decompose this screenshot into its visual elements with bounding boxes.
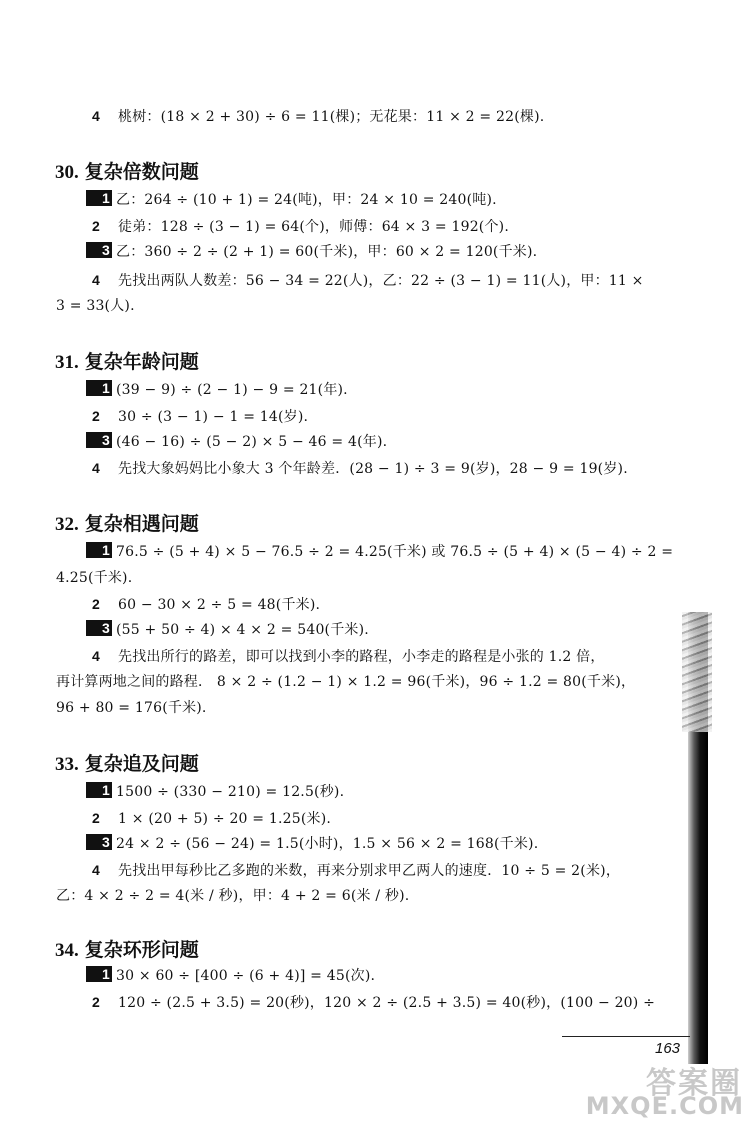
answer-line (86, 620, 369, 640)
section-title: 复杂相遇问题 (84, 513, 199, 535)
answer-text: 先找大象妈妈比小象大 3 个年龄差．(28 − 1) ÷ 3 = 9(岁)，28 − 9 = 19(岁). (118, 461, 628, 477)
section-number: 32. (55, 514, 79, 535)
section-title: 复杂倍数问题 (84, 161, 199, 183)
answer-number: 2 (92, 408, 100, 424)
answer-line (86, 242, 537, 262)
boxed-answer-number: 1 (86, 966, 112, 982)
watermark-logo-text: 答案圈 (646, 1066, 742, 1101)
answer-line (86, 190, 497, 210)
answer-text: 30 × 60 ÷ [400 ÷ (6 + 4)] = 45(次). (116, 968, 376, 984)
answer-line (92, 458, 628, 479)
answer-line (92, 216, 509, 237)
page-number: 163 (655, 1040, 681, 1057)
answer-number: 4 (92, 648, 100, 664)
section-title: 复杂年龄问题 (84, 351, 199, 373)
answer-text: (39 − 9) ÷ (2 − 1) − 9 = 21(年). (116, 382, 348, 398)
answer-text: 60 − 30 × 2 ÷ 5 = 48(千米). (118, 597, 321, 613)
section-heading (55, 752, 199, 777)
section-number: 34. (55, 940, 79, 961)
answer-text: 再计算两地之间的路程． 8 × 2 ÷ (1.2 − 1) × 1.2 = 96(千米)，96 ÷ 1.2 = 80(千米)， (56, 674, 636, 690)
answer-line (86, 380, 348, 400)
answer-number: 2 (92, 218, 100, 234)
answer-continuation (56, 698, 207, 718)
boxed-answer-number: 1 (86, 542, 112, 558)
answer-text: 30 ÷ (3 − 1) − 1 = 14(岁). (118, 409, 309, 425)
answer-text: 24 × 2 ÷ (56 − 24) = 1.5(小时)，1.5 × 56 × 2 = 168(千米). (116, 836, 539, 852)
answer-line (92, 594, 320, 615)
section-number: 33. (55, 754, 79, 775)
footer-rule (562, 1036, 690, 1037)
answer-text: 1 × (20 + 5) ÷ 20 = 1.25(米). (118, 811, 332, 827)
boxed-answer-number: 1 (86, 190, 112, 206)
section-heading (55, 512, 199, 537)
answer-text: 先找出甲每秒比乙多跑的米数，再来分别求甲乙两人的速度．10 ÷ 5 = 2(米)， (118, 863, 621, 879)
answer-text: 乙：4 × 2 ÷ 2 = 4(米 / 秒)，甲：4 + 2 = 6(米 / 秒). (56, 888, 410, 904)
section-heading (55, 160, 199, 185)
answer-text: 徒弟：128 ÷ (3 − 1) = 64(个)，师傅：64 × 3 = 192(个). (118, 219, 509, 235)
answer-text: 乙：264 ÷ (10 + 1) = 24(吨)，甲：24 × 10 = 240(吨). (116, 192, 497, 208)
section-heading (55, 938, 199, 963)
answer-line (92, 808, 331, 829)
answer-number: 2 (92, 596, 100, 612)
answer-number: 2 (92, 994, 100, 1010)
boxed-answer-number: 1 (86, 380, 112, 396)
answer-text: 76.5 ÷ (5 + 4) × 5 − 76.5 ÷ 2 = 4.25(千米) 或 76.5 ÷ (5 + 4) × (5 − 4) ÷ 2 = (116, 544, 674, 560)
answer-line (92, 270, 644, 291)
section-title: 复杂追及问题 (84, 753, 199, 775)
answer-text: 3 = 33(人). (56, 298, 135, 314)
answer-text: 4.25(千米). (56, 570, 133, 586)
answer-number: 4 (92, 272, 100, 288)
answer-line (92, 992, 655, 1013)
answer-line (92, 106, 544, 127)
section-number: 31. (55, 352, 79, 373)
answer-text: 桃树：(18 × 2 + 30) ÷ 6 = 11(棵)；无花果：11 × 2 = 22(棵). (118, 109, 545, 125)
answer-line (86, 542, 673, 562)
page-edge-texture (682, 612, 712, 732)
answer-text: 先找出所行的路差，即可以找到小李的路程，小李走的路程是小张的 1.2 倍， (118, 649, 605, 665)
answer-number: 2 (92, 810, 100, 826)
boxed-answer-number: 3 (86, 242, 112, 258)
answer-continuation (56, 886, 409, 906)
answer-text: (46 − 16) ÷ (5 − 2) × 5 − 46 = 4(年). (116, 434, 388, 450)
answer-continuation (56, 568, 132, 588)
answer-continuation (56, 296, 135, 316)
boxed-answer-number: 3 (86, 620, 112, 636)
answer-line (92, 860, 620, 881)
answer-line (86, 966, 375, 986)
answer-line (92, 646, 605, 667)
answer-text: (55 + 50 ÷ 4) × 4 × 2 = 540(千米). (116, 622, 369, 638)
boxed-answer-number: 1 (86, 782, 112, 798)
section-number: 30. (55, 162, 79, 183)
answer-text: 先找出两队人数差：56 − 34 = 22(人)，乙：22 ÷ (3 − 1) = 11(人)，甲：11 × (118, 273, 644, 289)
watermark (585, 1058, 750, 1120)
answer-number: 4 (92, 460, 100, 476)
answer-text: 120 ÷ (2.5 + 3.5) = 20(秒)，120 × 2 ÷ (2.5 + 3.5) = 40(秒)，(100 − 20) ÷ (118, 995, 656, 1011)
section-heading (55, 350, 199, 375)
watermark-url: MXQE.COM (585, 1092, 744, 1120)
answer-text: 96 + 80 = 176(千米). (56, 700, 207, 716)
answer-continuation (56, 672, 635, 692)
boxed-answer-number: 3 (86, 834, 112, 850)
answer-line (86, 782, 344, 802)
answer-line (86, 432, 387, 452)
answer-number: 4 (92, 862, 100, 878)
answer-number: 4 (92, 108, 100, 124)
answer-line (86, 834, 538, 854)
answer-text: 1500 ÷ (330 − 210) = 12.5(秒). (116, 784, 345, 800)
answer-line (92, 406, 308, 427)
section-title: 复杂环形问题 (84, 939, 199, 961)
boxed-answer-number: 3 (86, 432, 112, 448)
answer-text: 乙：360 ÷ 2 ÷ (2 + 1) = 60(千米)，甲：60 × 2 = 120(千米). (116, 244, 538, 260)
